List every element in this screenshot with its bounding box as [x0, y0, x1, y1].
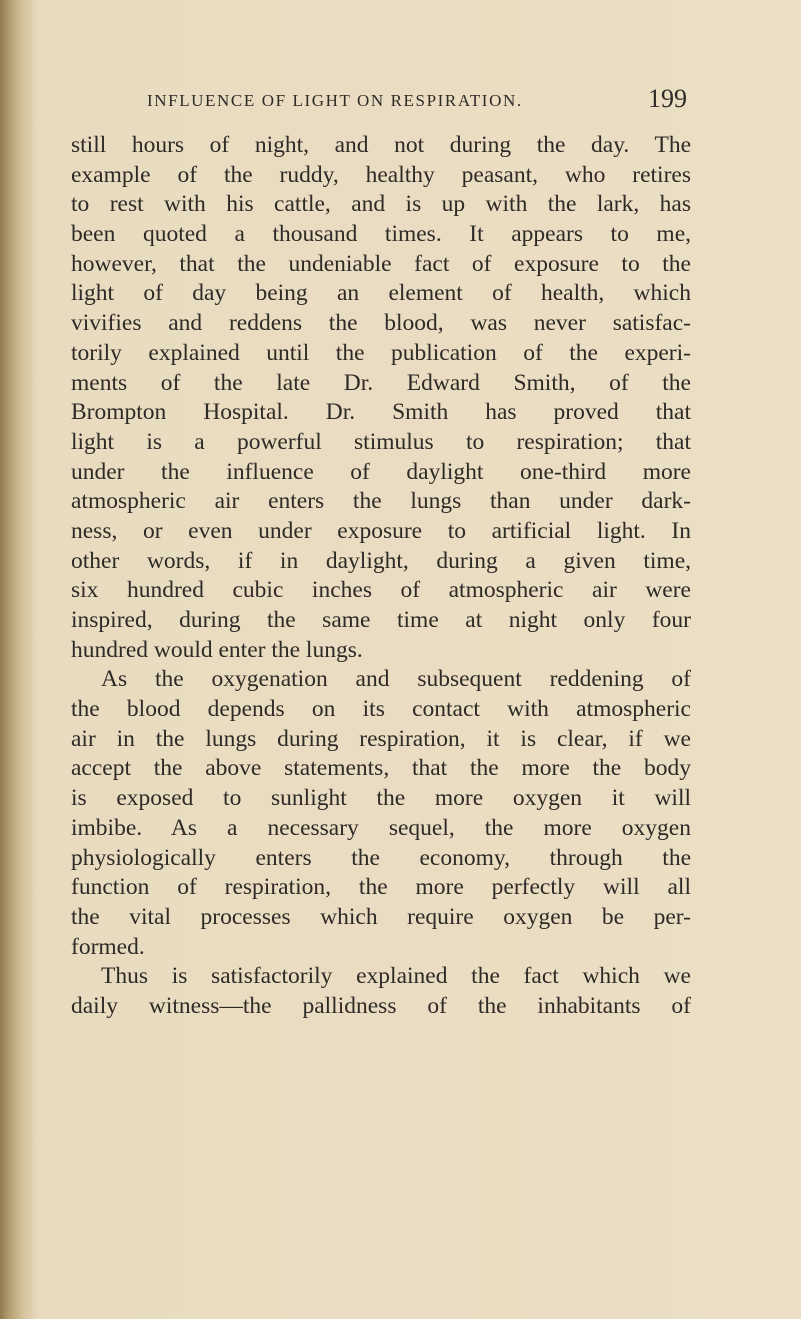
text-line: accept the above statements, that the more the body: [71, 755, 691, 782]
text-line: imbibe. As a necessary sequel, the more oxygen: [71, 814, 691, 841]
text-line: formed.: [71, 933, 145, 960]
page-binding-shadow: [0, 0, 36, 1319]
text-line: hundred would enter the lungs.: [71, 636, 363, 663]
text-line: Brompton Hospital. Dr. Smith has proved that: [71, 399, 691, 426]
text-line: example of the ruddy, healthy peasant, who retires: [71, 161, 691, 188]
text-line: torily explained until the publication of the experi-: [71, 339, 691, 366]
text-line: still hours of night, and not during the day. The: [71, 132, 691, 158]
text-line: however, that the undeniable fact of exposure to the: [71, 250, 691, 277]
text-line: other words, if in daylight, during a given time,: [71, 547, 691, 574]
text-line: atmospheric air enters the lungs than under dark-: [71, 488, 691, 515]
text-line: As the oxygenation and subsequent reddening of: [101, 666, 691, 693]
text-line: under the influence of daylight one-third more: [71, 458, 691, 485]
text-line: light is a powerful stimulus to respiration; that: [71, 428, 691, 455]
text-line: inspired, during the same time at night only four: [71, 607, 691, 633]
text-line: vivifies and reddens the blood, was never satisfac-: [71, 310, 691, 337]
running-title: INFLUENCE OF LIGHT ON RESPIRATION.: [147, 91, 523, 110]
text-line: light of day being an element of health, which: [71, 280, 691, 307]
text-line: ments of the late Dr. Edward Smith, of the: [71, 369, 691, 396]
text-line: function of respiration, the more perfectly will all: [71, 874, 691, 901]
text-line: been quoted a thousand times. It appears to me,: [71, 221, 691, 248]
text-line: daily witness—the pallidness of the inhabitants of: [71, 992, 691, 1019]
page-header: [147, 84, 687, 114]
text-line: ness, or even under exposure to artificial light. In: [71, 517, 691, 544]
page-number: 199: [648, 84, 687, 113]
text-line: Thus is satisfactorily explained the fact which we: [101, 963, 691, 990]
text-line: the blood depends on its contact with atmospheric: [71, 696, 691, 723]
text-line: air in the lungs during respiration, it is clear, if we: [71, 725, 691, 752]
text-line: is exposed to sunlight the more oxygen it will: [71, 785, 691, 812]
body-text: [71, 131, 691, 1022]
text-line: to rest with his cattle, and is up with the lark, has: [71, 191, 691, 218]
text-line: physiologically enters the economy, through the: [71, 844, 691, 871]
text-line: the vital processes which require oxygen be per-: [71, 903, 691, 930]
text-line: six hundred cubic inches of atmospheric air were: [71, 577, 691, 604]
